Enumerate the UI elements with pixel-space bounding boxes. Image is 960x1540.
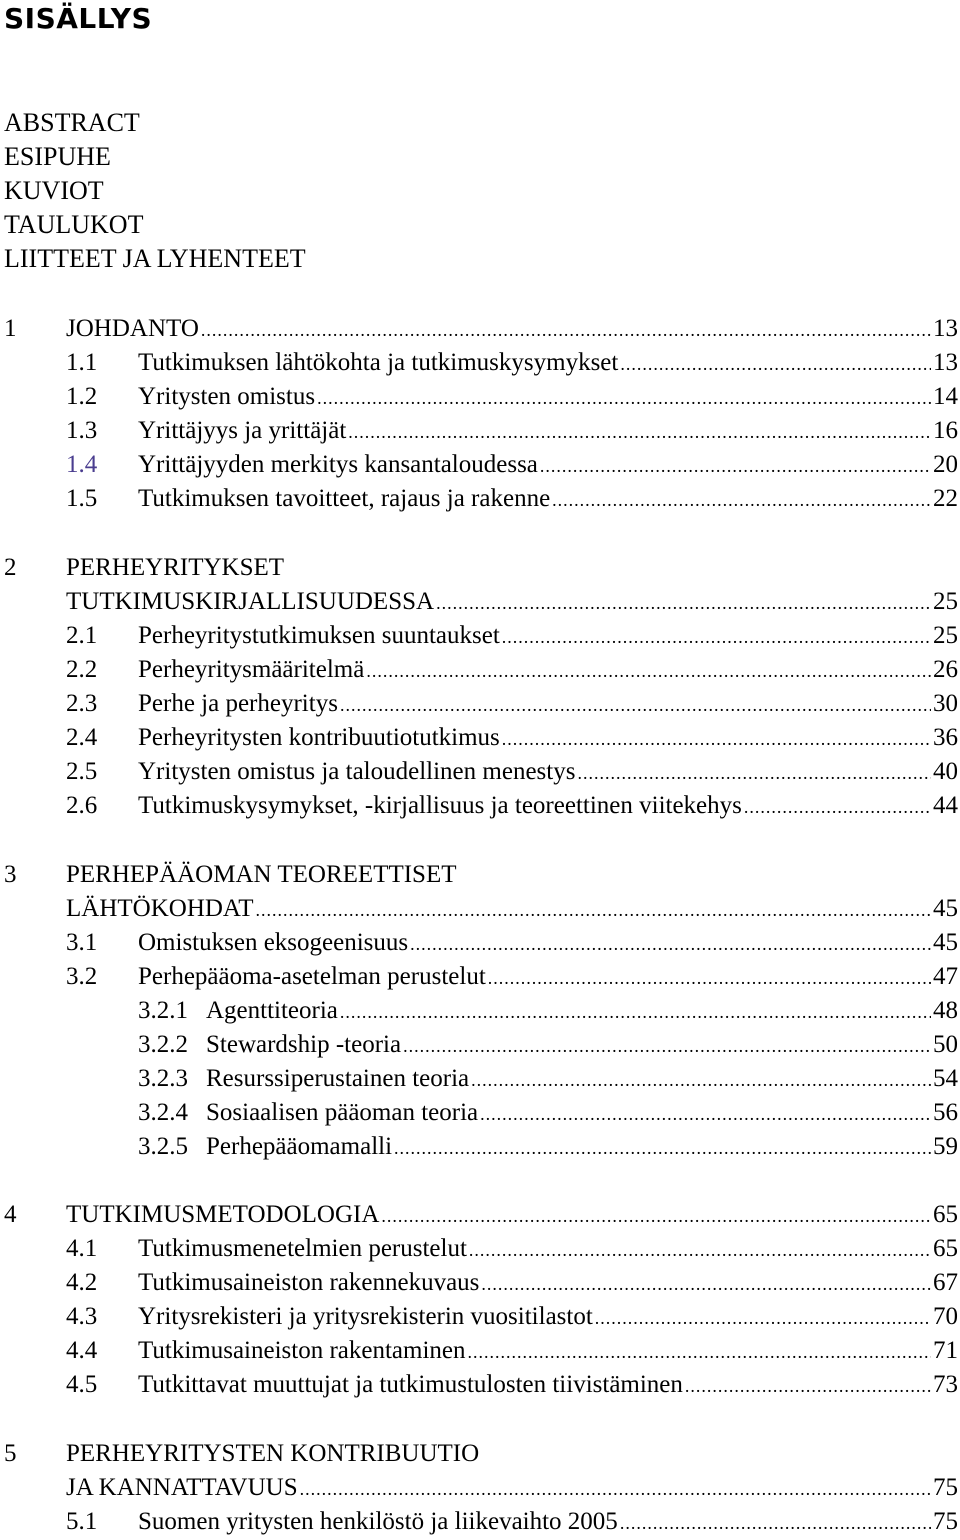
toc-leader-dots: [540, 449, 931, 483]
toc-label: Omistuksen eksogeenisuus: [138, 929, 409, 956]
toc-row[interactable]: [0, 858, 960, 892]
toc-label: Perhe ja perheyritys: [138, 690, 338, 717]
toc-leader-dots: [471, 1063, 931, 1097]
toc-leader-dots: [394, 1131, 931, 1165]
toc-row[interactable]: [0, 960, 960, 994]
toc-leader-dots: [410, 927, 931, 961]
toc-number: 5.1: [66, 1508, 98, 1535]
toc-page-number: 30: [933, 690, 958, 717]
toc-leader-dots: [317, 381, 931, 415]
toc-page-number: 40: [933, 758, 958, 785]
toc-page-number: 70: [933, 1303, 958, 1330]
toc-number: 2.4: [66, 724, 98, 751]
toc-row[interactable]: [0, 789, 960, 823]
toc-leader-dots: [744, 790, 931, 824]
toc-page-number: 26: [933, 656, 958, 683]
toc-number: 4.3: [66, 1303, 98, 1330]
toc-number: 1.4: [66, 451, 98, 478]
front-item-taulukot: TAULUKOT: [4, 210, 144, 239]
front-item-kuviot: KUVIOT: [4, 176, 104, 205]
toc-leader-dots: [595, 1301, 931, 1335]
toc-row[interactable]: [0, 1368, 960, 1402]
toc-page-number: 59: [933, 1133, 958, 1160]
toc-number: 1.3: [66, 417, 98, 444]
toc-number: 2: [4, 554, 17, 581]
toc-page-number: 67: [933, 1269, 958, 1296]
toc-label: Perhepääomamalli: [206, 1133, 393, 1160]
toc-page-number: 45: [933, 929, 958, 956]
toc-page-number: 14: [933, 383, 958, 410]
toc-page-number: 54: [933, 1065, 958, 1092]
toc-number: 2.1: [66, 622, 98, 649]
toc-label: Perhepääoma-asetelman perustelut: [138, 963, 486, 990]
toc-leader-dots: [469, 1233, 931, 1267]
toc-row[interactable]: [0, 653, 960, 687]
toc-page-number: 56: [933, 1099, 958, 1126]
toc-page-number: 44: [933, 792, 958, 819]
toc-row[interactable]: [0, 312, 960, 346]
toc-row[interactable]: [0, 1505, 960, 1539]
toc-page-number: 36: [933, 724, 958, 751]
toc-row[interactable]: [0, 1437, 960, 1471]
toc-label: TUTKIMUSKIRJALLISUUDESSA: [66, 588, 435, 615]
toc-page-number: 25: [933, 588, 958, 615]
toc-row[interactable]: [0, 1096, 960, 1130]
toc-label: Suomen yritysten henkilöstö ja liikevaihto 2005: [138, 1508, 618, 1535]
toc-number: 1: [4, 315, 17, 342]
toc-label: Yrittäjyyden merkitys kansantaloudessa: [138, 451, 538, 478]
toc-label: Tutkimusaineiston rakennekuvaus: [138, 1269, 480, 1296]
toc-leader-dots: [366, 654, 931, 688]
front-item-abstract: ABSTRACT: [4, 108, 140, 137]
toc-number: 4: [4, 1201, 17, 1228]
toc-number: 1.5: [66, 485, 98, 512]
toc-page-number: 65: [933, 1201, 958, 1228]
toc-number: 4.1: [66, 1235, 98, 1262]
toc-row[interactable]: [0, 1232, 960, 1266]
toc-row[interactable]: [0, 1300, 960, 1334]
toc-number: 3.2.5: [138, 1133, 188, 1160]
toc-row[interactable]: [0, 482, 960, 516]
toc-label: Tutkimuksen tavoitteet, rajaus ja rakenne: [138, 485, 551, 512]
toc-label: Stewardship -teoria: [206, 1031, 402, 1058]
toc-leader-dots: [685, 1369, 931, 1403]
toc-row[interactable]: [0, 926, 960, 960]
toc-row[interactable]: [0, 1266, 960, 1300]
toc-number: 3: [4, 861, 17, 888]
toc-page-number: 50: [933, 1031, 958, 1058]
toc-number: 3.2: [66, 963, 98, 990]
toc-leader-dots: [481, 1267, 931, 1301]
front-item-liitteet: LIITTEET JA LYHENTEET: [4, 244, 306, 273]
toc-number: 4.5: [66, 1371, 98, 1398]
toc-page-number: 47: [933, 963, 958, 990]
toc-leader-dots: [488, 961, 931, 995]
toc-number: 2.2: [66, 656, 98, 683]
toc-label: Yritysten omistus ja taloudellinen menestys: [138, 758, 576, 785]
toc-leader-dots: [577, 756, 931, 790]
toc-row[interactable]: [0, 619, 960, 653]
toc-label: PERHEYRITYSTEN KONTRIBUUTIO: [66, 1440, 480, 1467]
toc-row[interactable]: [0, 551, 960, 585]
toc-number: 2.5: [66, 758, 98, 785]
toc-number: 5: [4, 1440, 17, 1467]
toc-label: Agenttiteoria: [206, 997, 338, 1024]
toc-page-number: 65: [933, 1235, 958, 1262]
toc-row[interactable]: [0, 1062, 960, 1096]
toc-number: 3.2.4: [138, 1099, 188, 1126]
toc-page-number: 13: [933, 315, 958, 342]
toc-row[interactable]: [0, 994, 960, 1028]
toc-page-number: 20: [933, 451, 958, 478]
toc-page-number: 48: [933, 997, 958, 1024]
toc-page-number: 73: [933, 1371, 958, 1398]
toc-leader-dots: [436, 586, 931, 620]
toc-label: Tutkittavat muuttujat ja tutkimustulosten tiivistäminen: [138, 1371, 683, 1398]
toc-number: 1.2: [66, 383, 98, 410]
toc-number: 2.3: [66, 690, 98, 717]
toc-row[interactable]: [0, 1334, 960, 1368]
toc-leader-dots: [403, 1029, 931, 1063]
toc-row[interactable]: [0, 892, 960, 926]
toc-leader-dots: [255, 893, 931, 927]
toc-page-number: 22: [933, 485, 958, 512]
toc-page-number: 75: [933, 1474, 958, 1501]
toc-row[interactable]: [0, 687, 960, 721]
toc-number: 2.6: [66, 792, 98, 819]
toc-label: LÄHTÖKOHDAT: [66, 895, 254, 922]
toc-leader-dots: [300, 1472, 931, 1506]
toc-page-number: 71: [933, 1337, 958, 1364]
front-item-esipuhe: ESIPUHE: [4, 142, 111, 171]
toc-page-number: 16: [933, 417, 958, 444]
toc-label: Perheyritysmääritelmä: [138, 656, 365, 683]
toc-leader-dots: [381, 1199, 931, 1233]
toc-label: JA KANNATTAVUUS: [66, 1474, 298, 1501]
toc-label: PERHEPÄÄOMAN TEOREETTISET: [66, 861, 457, 888]
page-title: SISÄLLYS: [4, 2, 153, 35]
toc-number: 4.4: [66, 1337, 98, 1364]
toc-row[interactable]: [0, 721, 960, 755]
toc-number: 3.1: [66, 929, 98, 956]
toc-row[interactable]: [0, 755, 960, 789]
toc-row[interactable]: [0, 585, 960, 619]
toc-number: 3.2.3: [138, 1065, 188, 1092]
toc-label: Tutkimuskysymykset, -kirjallisuus ja teoreettinen viitekehys: [138, 792, 742, 819]
toc-label: Perheyritystutkimuksen suuntaukset: [138, 622, 500, 649]
toc-leader-dots: [340, 688, 931, 722]
toc-leader-dots: [468, 1335, 931, 1369]
toc-page-number: 13: [933, 349, 958, 376]
toc-leader-dots: [502, 722, 931, 756]
toc-leader-dots: [201, 313, 931, 347]
toc-label: Tutkimusaineiston rakentaminen: [138, 1337, 466, 1364]
toc-row[interactable]: [0, 414, 960, 448]
toc-row[interactable]: [0, 1471, 960, 1505]
toc-label: PERHEYRITYKSET: [66, 554, 285, 581]
toc-label: JOHDANTO: [66, 315, 199, 342]
toc-leader-dots: [480, 1097, 931, 1131]
toc-number: 1.1: [66, 349, 98, 376]
toc-label: Tutkimusmenetelmien perustelut: [138, 1235, 467, 1262]
toc-label: Yrittäjyys ja yrittäjät: [138, 417, 347, 444]
toc-number: 3.2.2: [138, 1031, 188, 1058]
toc-page-number: 75: [933, 1508, 958, 1535]
toc-row[interactable]: [0, 1130, 960, 1164]
toc-leader-dots: [502, 620, 931, 654]
toc-label: Sosiaalisen pääoman teoria: [206, 1099, 479, 1126]
toc-leader-dots: [620, 347, 931, 381]
toc-label: Perheyritysten kontribuutiotutkimus: [138, 724, 500, 751]
toc-page-number: 45: [933, 895, 958, 922]
toc-row[interactable]: [0, 380, 960, 414]
toc-row[interactable]: [0, 1028, 960, 1062]
toc-label: Resurssiperustainen teoria: [206, 1065, 470, 1092]
toc-leader-dots: [348, 415, 931, 449]
toc-label: Yritysten omistus: [138, 383, 316, 410]
toc-leader-dots: [552, 483, 931, 517]
front-matter: [4, 106, 306, 276]
toc-label: Yritysrekisteri ja yritysrekisterin vuositilastot: [138, 1303, 593, 1330]
toc-label: Tutkimuksen lähtökohta ja tutkimuskysymykset: [138, 349, 619, 376]
toc-page-number: 25: [933, 622, 958, 649]
toc-label: TUTKIMUSMETODOLOGIA: [66, 1201, 380, 1228]
toc-row[interactable]: [0, 1198, 960, 1232]
toc-row[interactable]: [0, 448, 960, 482]
toc-leader-dots: [620, 1506, 931, 1540]
toc-number: 3.2.1: [138, 997, 188, 1024]
toc-leader-dots: [340, 995, 931, 1029]
toc-row[interactable]: [0, 346, 960, 380]
toc-number: 4.2: [66, 1269, 98, 1296]
